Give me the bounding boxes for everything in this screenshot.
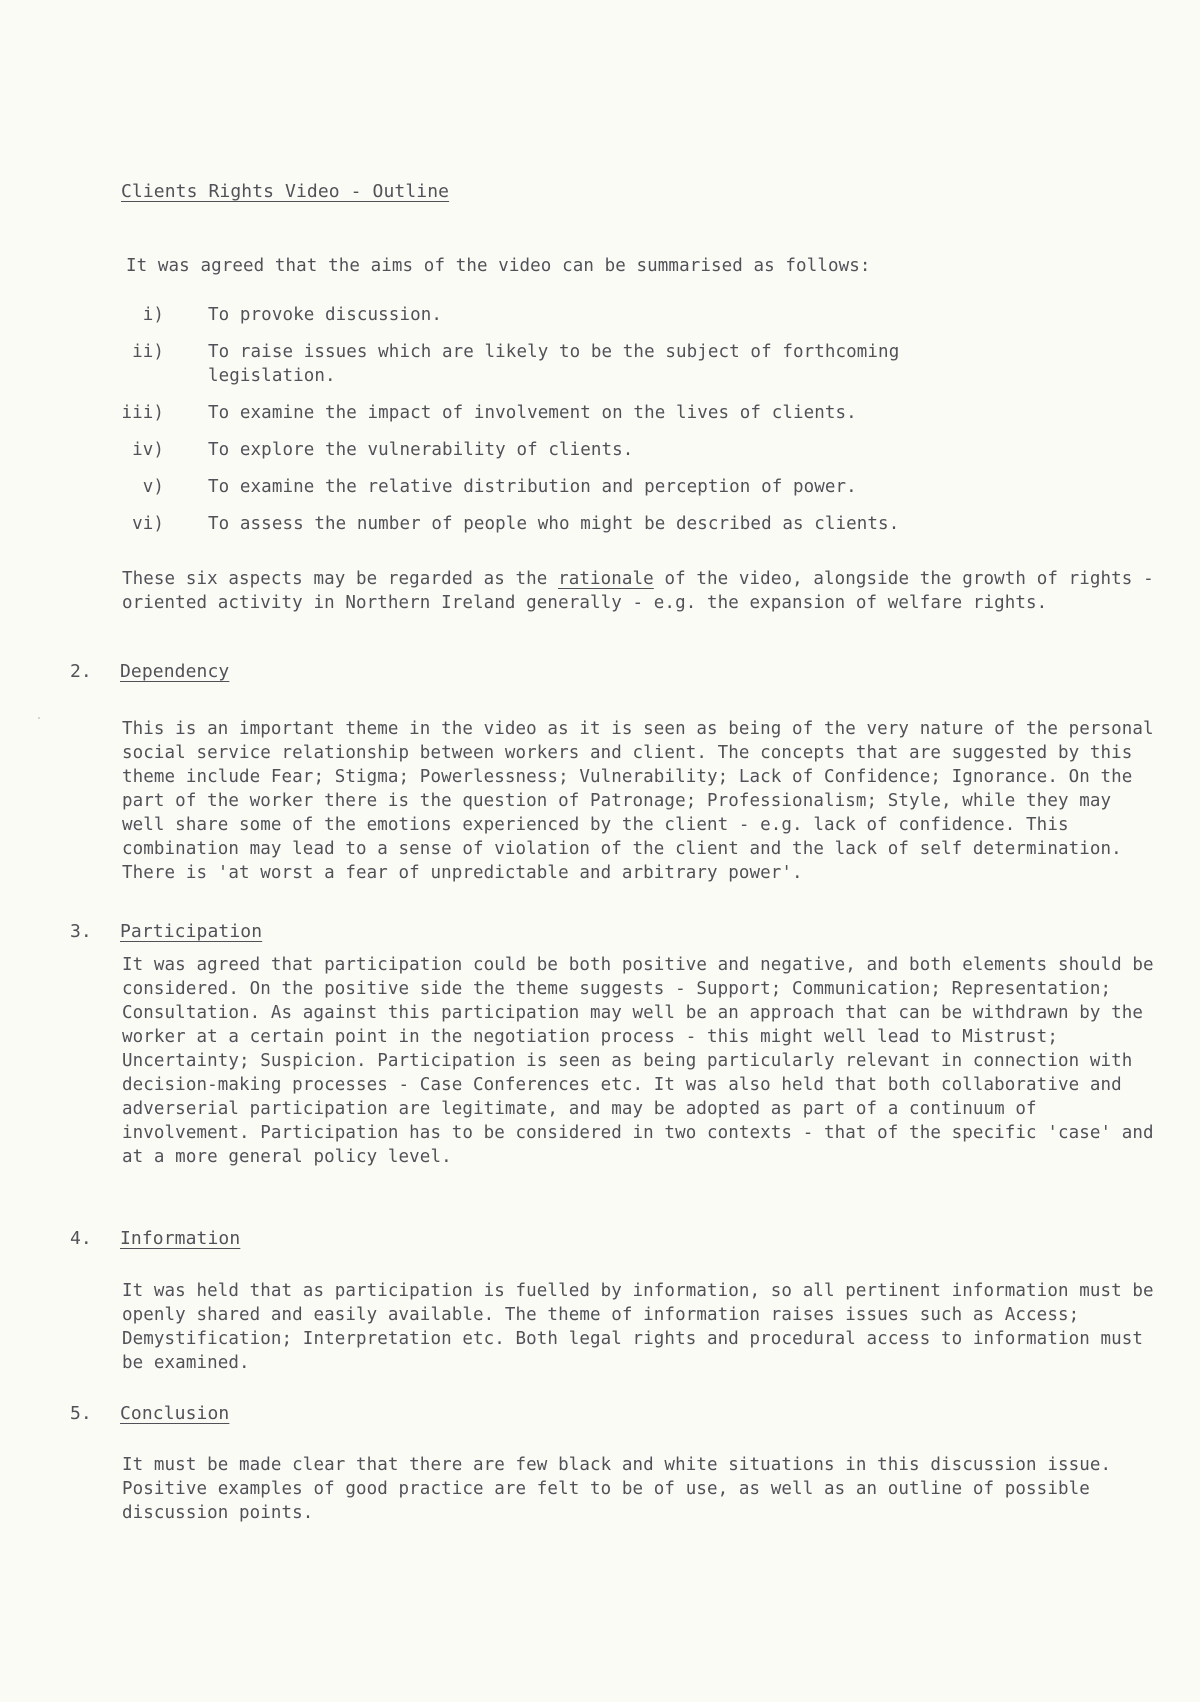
section-body-conclusion xyxy=(122,1453,1162,1525)
section-title: Dependency xyxy=(120,661,230,682)
section-number: 2. xyxy=(70,661,92,682)
aim-item xyxy=(120,475,1120,499)
intro-text: It was agreed that the aims of the video can be summarised as follows: xyxy=(126,256,871,276)
section-body-participation xyxy=(122,953,1162,1169)
aim-text: To raise issues which are likely to be the subject of forthcoming legislation. xyxy=(208,342,900,386)
section-heading-participation xyxy=(70,920,262,944)
aim-text: To provoke discussion. xyxy=(208,305,442,325)
section-number: 4. xyxy=(70,1228,92,1249)
aim-item xyxy=(120,303,1120,327)
section-title: Information xyxy=(120,1228,241,1249)
rationale-text-after: of the video, alongside the growth of rights - oriented activity in Northern Ireland generally - e.g. the expansion of welfare rights. xyxy=(122,569,1154,613)
section-title: Participation xyxy=(120,921,263,942)
rationale-emphasis: rationale xyxy=(558,569,654,589)
aim-number: v) xyxy=(142,477,164,497)
aim-text: To explore the vulnerability of clients. xyxy=(208,440,634,460)
section-title: Conclusion xyxy=(120,1403,230,1424)
paper-speck xyxy=(38,717,40,719)
section-heading-conclusion xyxy=(70,1402,229,1426)
aim-number: iii) xyxy=(121,403,164,423)
section-text: It must be made clear that there are few black and white situations in this discussion issue. Positive examples of good practice are felt to be of use, as well as an outline of possible discussion points. xyxy=(122,1455,1112,1523)
aim-number: i) xyxy=(142,305,164,325)
aim-item xyxy=(120,438,1120,462)
rationale-text-before: These six aspects may be regarded as the xyxy=(122,569,559,589)
section-body-dependency xyxy=(122,717,1162,885)
aim-item xyxy=(120,512,1120,536)
section-heading-information xyxy=(70,1227,240,1251)
section-body-information xyxy=(122,1279,1162,1375)
section-number: 3. xyxy=(70,921,92,942)
aim-item xyxy=(120,401,1120,425)
aim-text: To examine the impact of involvement on the lives of clients. xyxy=(208,403,857,423)
aims-list xyxy=(120,303,1120,549)
aim-number: ii) xyxy=(132,342,164,362)
aim-item xyxy=(120,340,1120,388)
section-text: It was agreed that participation could be both positive and negative, and both elements should be considered. On the positive side the theme suggests - Support; Communication; Representation; Consultation. As against this participation may well be an approach that can be withdrawn by the worker at a certain point in the negotiation process - this might well lead to Mistrust; Uncertainty; Suspicion. Participation is seen as being particularly relevant in connection with decision-making processes - Case Conferences etc. It was also held that both collaborative and adverserial participation are legitimate, and may be adopted as part of a continuum of involvement. Participation has to be considered in two contexts - that of the specific 'case' and at a more general policy level. xyxy=(122,955,1154,1167)
aim-text: To assess the number of people who might be described as clients. xyxy=(208,514,900,534)
section-text: It was held that as participation is fuelled by information, so all pertinent information must be openly shared and easily available. The theme of information raises issues such as Access; Demystification; Interpretation etc. Both legal rights and procedural access to information must be examined. xyxy=(122,1281,1154,1373)
rationale-paragraph xyxy=(122,567,1162,615)
aim-number: vi) xyxy=(132,514,164,534)
section-text: This is an important theme in the video as it is seen as being of the very nature of the personal social service relationship between workers and client. The concepts that are suggested by this theme include Fear; Stigma; Powerlessness; Vulnerability; Lack of Confidence; Ignorance. On the part of the worker there is the question of Patronage; Professionalism; Style, while they may well share some of the emotions experienced by the client - e.g. lack of confidence. This combination may lead to a sense of violation of the client and the lack of self determination. There is 'at worst a fear of unpredictable and arbitrary power'. xyxy=(122,719,1154,883)
aim-number: iv) xyxy=(132,440,164,460)
aim-text: To examine the relative distribution and perception of power. xyxy=(208,477,857,497)
section-number: 5. xyxy=(70,1403,92,1424)
document-title: Clients Rights Video - Outline xyxy=(121,181,450,202)
section-heading-dependency xyxy=(70,660,229,684)
